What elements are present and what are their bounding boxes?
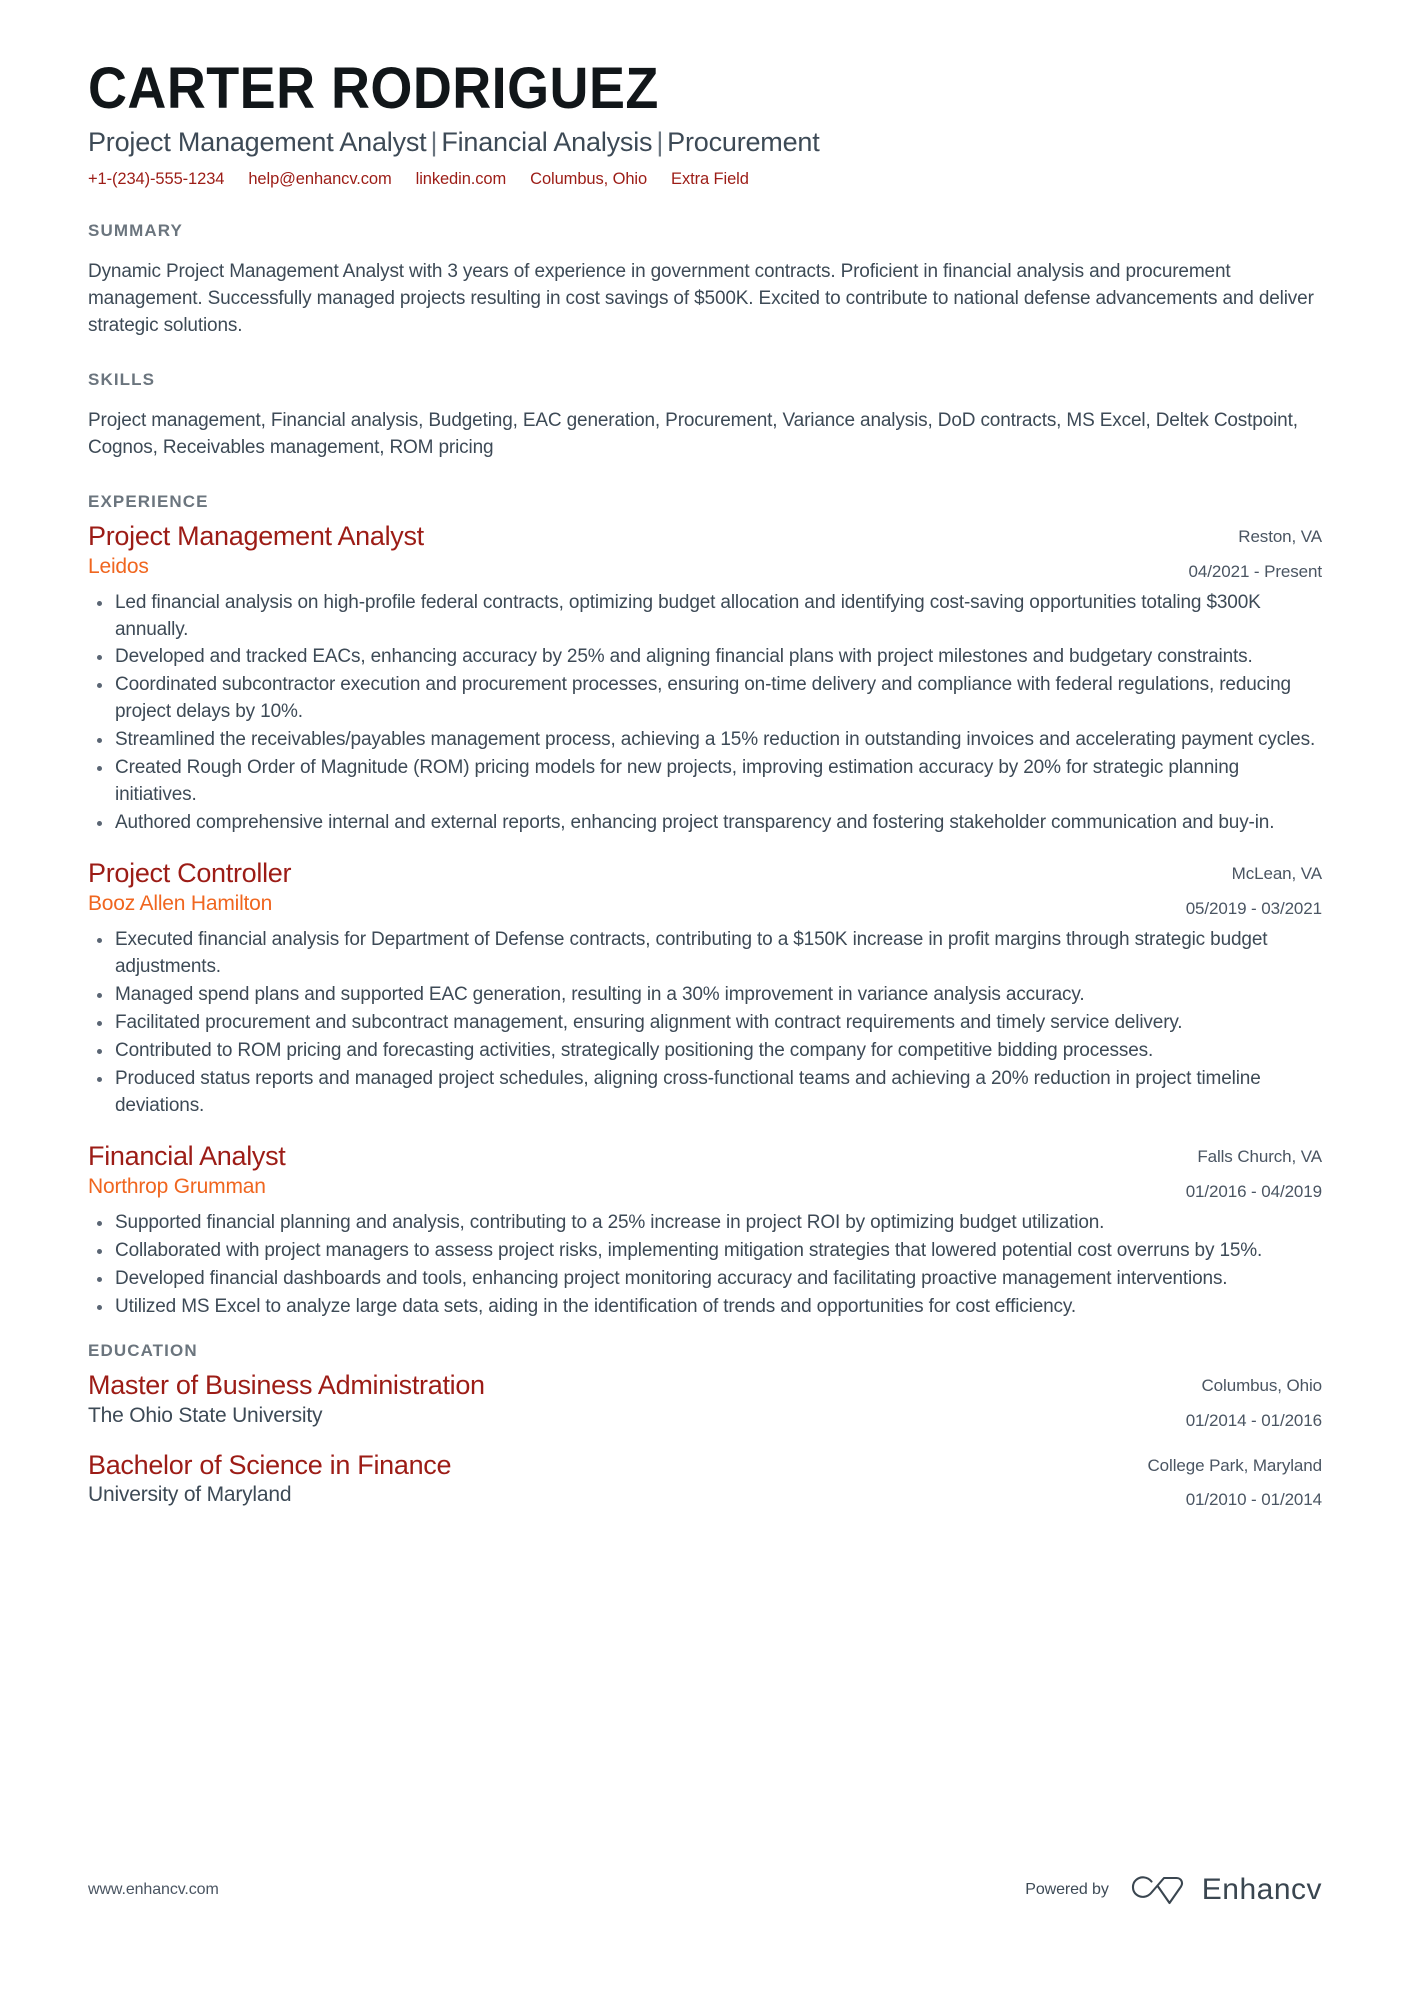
education-degree: Bachelor of Science in Finance <box>88 1449 452 1480</box>
contact-phone[interactable]: +1-(234)-555-1234 <box>88 170 225 189</box>
education-entry-header <box>88 1369 1322 1433</box>
headline-part-1: Project Management Analyst <box>88 127 427 157</box>
experience-entry-right <box>1189 520 1322 584</box>
education-dates: 01/2014 - 01/2016 <box>1185 1410 1322 1430</box>
experience-bullet: Led financial analysis on high-profile federal contracts, optimizing budget allocation and identifying cost-saving opportunities totaling $300K annually. <box>88 590 1322 644</box>
experience-entry-left <box>88 857 1186 918</box>
experience-bullet: Coordinated subcontractor execution and procurement processes, ensuring on-time delivery and compliance with federal regulations, reducing project delays by 10%. <box>88 672 1322 726</box>
headline-separator-1: | <box>430 127 438 157</box>
contact-extra-field: Extra Field <box>671 170 749 189</box>
experience-bullet: Produced status reports and managed project schedules, aligning cross-functional teams and achieving a 20% reduction in project timeline deviations. <box>88 1066 1322 1120</box>
education-entry <box>88 1369 1322 1433</box>
summary-text: Dynamic Project Management Analyst with 3 years of experience in government contracts. Proficient in financial analysis and procurement management. Successfully managed projects resulting in cost savings of $500K. Excited to contribute to national defense advancements and deliver strategic solutions. <box>88 260 1314 336</box>
headline-separator-2: | <box>656 127 664 157</box>
experience-company: Booz Allen Hamilton <box>88 892 273 916</box>
experience-section <box>88 492 1322 1321</box>
powered-by-label: Powered by <box>1025 1881 1109 1898</box>
footer-website-url[interactable]: www.enhancv.com <box>88 1881 219 1898</box>
experience-dates: 04/2021 - Present <box>1188 561 1322 581</box>
experience-bullet: Streamlined the receivables/payables management process, achieving a 15% reduction in outstanding invoices and accelerating payment cycles. <box>88 727 1322 754</box>
experience-bullet: Authored comprehensive internal and external reports, enhancing project transparency and fostering stakeholder communication and buy-in. <box>88 810 1322 837</box>
education-entry-header <box>88 1449 1322 1513</box>
enhancv-wordmark: Enhancv <box>1201 1873 1322 1906</box>
education-school: University of Maryland <box>88 1483 292 1507</box>
education-section-title: EDUCATION <box>88 1340 198 1360</box>
experience-location: McLean, VA <box>1231 864 1322 884</box>
experience-bullet: Supported financial planning and analysis, contributing to a 25% increase in project ROI by optimizing budget utilization. <box>88 1210 1322 1237</box>
headline-part-3: Procurement <box>667 127 820 157</box>
experience-dates: 05/2019 - 03/2021 <box>1185 899 1322 919</box>
experience-entry-header <box>88 1140 1322 1204</box>
experience-entry-right <box>1186 857 1322 921</box>
experience-dates: 01/2016 - 04/2019 <box>1185 1181 1322 1201</box>
experience-location: Reston, VA <box>1238 526 1322 546</box>
experience-bullets <box>88 927 1322 1120</box>
candidate-name: CARTER RODRIGUEZ <box>88 56 659 121</box>
experience-bullet: Developed financial dashboards and tools, enhancing project monitoring accuracy and facilitating proactive management interventions. <box>88 1266 1322 1293</box>
education-entry-left <box>88 1449 1148 1510</box>
experience-bullet: Created Rough Order of Magnitude (ROM) pricing models for new projects, improving estimation accuracy by 20% for strategic planning initiatives. <box>88 755 1322 809</box>
education-location: College Park, Maryland <box>1147 1455 1322 1475</box>
contact-row <box>88 169 1322 190</box>
experience-bullets <box>88 590 1322 838</box>
experience-bullet: Facilitated procurement and subcontract management, ensuring alignment with contract requirements and timely service delivery. <box>88 1010 1322 1037</box>
summary-section <box>88 221 1322 340</box>
contact-location: Columbus, Ohio <box>530 170 648 189</box>
experience-entry-header <box>88 520 1322 584</box>
experience-company: Northrop Grumman <box>88 1174 266 1198</box>
experience-bullet: Utilized MS Excel to analyze large data sets, aiding in the identification of trends and opportunities for cost efficiency. <box>88 1294 1322 1321</box>
experience-role: Project Management Analyst <box>88 520 424 551</box>
page-footer <box>88 1873 1322 1907</box>
experience-entry <box>88 857 1322 1120</box>
experience-location: Falls Church, VA <box>1197 1146 1322 1166</box>
experience-role: Financial Analyst <box>88 1140 286 1171</box>
experience-entry-right <box>1186 1140 1322 1204</box>
experience-entry-left <box>88 1140 1186 1201</box>
experience-company: Leidos <box>88 554 149 578</box>
education-school: The Ohio State University <box>88 1403 323 1427</box>
skills-section <box>88 370 1322 462</box>
experience-section-title: EXPERIENCE <box>88 491 209 511</box>
education-degree: Master of Business Administration <box>88 1369 485 1400</box>
experience-bullet: Executed financial analysis for Department of Defense contracts, contributing to a $150K increase in profit margins through strategic budget adjustments. <box>88 927 1322 981</box>
experience-bullet: Collaborated with project managers to assess project risks, implementing mitigation strategies that lowered potential cost overruns by 15%. <box>88 1238 1322 1265</box>
enhancv-mark-icon <box>1131 1873 1189 1907</box>
experience-entry-header <box>88 857 1322 921</box>
candidate-headline <box>88 126 1322 158</box>
contact-linkedin[interactable]: linkedin.com <box>415 170 507 189</box>
education-location: Columbus, Ohio <box>1201 1375 1322 1395</box>
education-section <box>88 1341 1322 1513</box>
experience-role: Project Controller <box>88 858 292 889</box>
education-entry-left <box>88 1369 1186 1430</box>
education-entry-right <box>1148 1449 1323 1513</box>
enhancv-logo <box>1131 1873 1322 1907</box>
education-dates: 01/2010 - 01/2014 <box>1185 1490 1322 1510</box>
headline-part-2: Financial Analysis <box>441 127 653 157</box>
resume-header <box>88 56 1322 191</box>
experience-entry <box>88 1140 1322 1321</box>
experience-entry-left <box>88 520 1189 581</box>
experience-bullet: Developed and tracked EACs, enhancing accuracy by 25% and aligning financial plans with project milestones and budgetary constraints. <box>88 644 1322 671</box>
experience-entry <box>88 520 1322 838</box>
contact-email[interactable]: help@enhancv.com <box>248 170 392 189</box>
education-entry <box>88 1449 1322 1513</box>
footer-brand-group <box>1025 1873 1322 1907</box>
experience-bullets <box>88 1210 1322 1321</box>
skills-section-title: SKILLS <box>88 369 156 389</box>
summary-section-title: SUMMARY <box>88 220 183 240</box>
experience-bullet: Managed spend plans and supported EAC generation, resulting in a 30% improvement in variance analysis accuracy. <box>88 982 1322 1009</box>
experience-bullet: Contributed to ROM pricing and forecasting activities, strategically positioning the company for competitive bidding processes. <box>88 1038 1322 1065</box>
education-entry-right <box>1186 1369 1322 1433</box>
skills-text: Project management, Financial analysis, Budgeting, EAC generation, Procurement, Variance analysis, DoD contracts, MS Excel, Deltek Costpoint, Cognos, Receivables management, ROM pricing <box>88 409 1298 458</box>
